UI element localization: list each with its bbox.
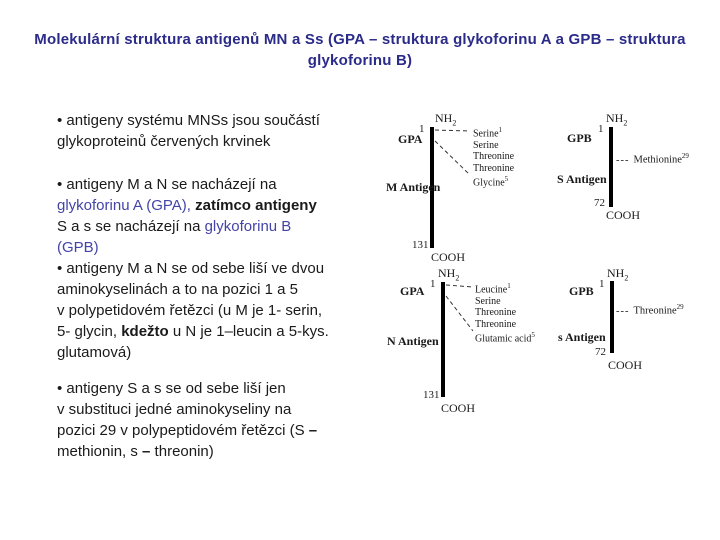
protein-label-gpa-m: GPA	[398, 132, 423, 146]
text-line: methionin, s – threonin)	[57, 443, 214, 460]
bullet-paragraph-3	[57, 258, 329, 363]
amino-acid-label: Serine	[475, 295, 501, 307]
position-72-small-s: 72	[595, 346, 606, 358]
cooh-label-small-s: COOH	[608, 358, 643, 372]
text-line: • antigeny S a s se od sebe liší jen	[57, 380, 286, 397]
slide-title: Molekulární struktura antigenů MN a Ss (GPA – struktura glykoforinu A a GPB – struktura glykoforinu B)	[34, 31, 686, 69]
position-72-s: 72	[594, 197, 605, 209]
position-131-m: 131	[412, 239, 429, 251]
protein-bar-s	[609, 127, 613, 207]
antigen-label-s: S Antigen	[557, 172, 607, 186]
amino-acid-label: Serine$^1$	[473, 126, 503, 140]
nh2-label-n: $NH_2$	[438, 266, 460, 283]
amino-acid-label: Glutamic acid$^5$	[475, 331, 535, 345]
bullet-paragraph-1	[57, 110, 329, 152]
dash-leader: ---	[616, 154, 630, 166]
protein-bar-small-s	[610, 281, 614, 353]
amino-acid-label: Threonine	[473, 162, 515, 174]
cooh-label-s: COOH	[606, 208, 641, 222]
amino-list-m	[473, 125, 514, 189]
bullet-paragraph-4	[57, 378, 329, 462]
text-line: glykoforinu A (GPA), zatímco antigeny	[57, 197, 317, 214]
position-1-small-s: 1	[599, 278, 605, 290]
position-1-n: 1	[430, 278, 436, 290]
cooh-label-m: COOH	[431, 250, 466, 264]
antigen-label-n: N Antigen	[387, 334, 439, 348]
text-line: pozici 29 v polypeptidovém řetězci (S –	[57, 422, 318, 439]
text-line: • antigeny systému MNSs jsou součástí	[57, 112, 320, 129]
protein-bar-n	[441, 282, 445, 397]
amino-acid-label: Threonine	[475, 318, 517, 330]
text-line: aminokyselinách a to na pozici 1 a 5	[57, 281, 298, 298]
amino-acid-label: Threonine	[475, 307, 517, 319]
nh2-label-small-s: $NH_2$	[607, 266, 629, 283]
protein-label-gpb-s: GPB	[567, 131, 592, 145]
position-131-n: 131	[423, 389, 440, 401]
amino-acid-label: Threonine	[473, 151, 515, 163]
residue-label-s: --- Methionine$^{29}$	[616, 152, 689, 166]
bullet-text-column	[57, 110, 329, 462]
bullet-paragraph-2	[57, 174, 329, 258]
amino-acid-label: Serine	[473, 139, 499, 151]
antigen-label-small-s: s Antigen	[558, 330, 606, 344]
amino-acid-label: Leucine$^1$	[475, 282, 511, 296]
text-line: glykoproteinů červených krvinek	[57, 133, 271, 150]
amino-list-n	[475, 281, 535, 345]
protein-label-gpb-small-s: GPB	[569, 284, 594, 298]
text-line: 5- glycin, kdežto u N je 1–leucin a 5-kys.	[57, 323, 329, 340]
cooh-label-n: COOH	[441, 401, 476, 415]
text-line: v polypetidovém řetězci (u M je 1- serin,	[57, 302, 323, 319]
text-line: S a s se nacházejí na glykoforinu B	[57, 218, 292, 235]
text-line: (GPB)	[57, 239, 99, 256]
dash-leader: ---	[616, 305, 630, 317]
text-line: • antigeny M a N se nacházejí na	[57, 176, 277, 193]
text-line: glutamová)	[57, 344, 132, 361]
position-1-m: 1	[419, 123, 425, 135]
amino-acid-label: Glycine$^5$	[473, 175, 509, 189]
protein-label-gpa-n: GPA	[400, 284, 425, 298]
nh2-label-s: $NH_2$	[606, 111, 628, 128]
antigen-label-m: M Antigen	[386, 180, 441, 194]
nh2-label-m: $NH_2$	[435, 111, 457, 128]
text-line: • antigeny M a N se od sebe liší ve dvou	[57, 260, 325, 277]
text-line: v substituci jedné aminokyseliny na	[57, 401, 292, 418]
residue-label-small-s: --- Threonine$^{29}$	[616, 303, 684, 317]
position-1-s: 1	[598, 123, 604, 135]
